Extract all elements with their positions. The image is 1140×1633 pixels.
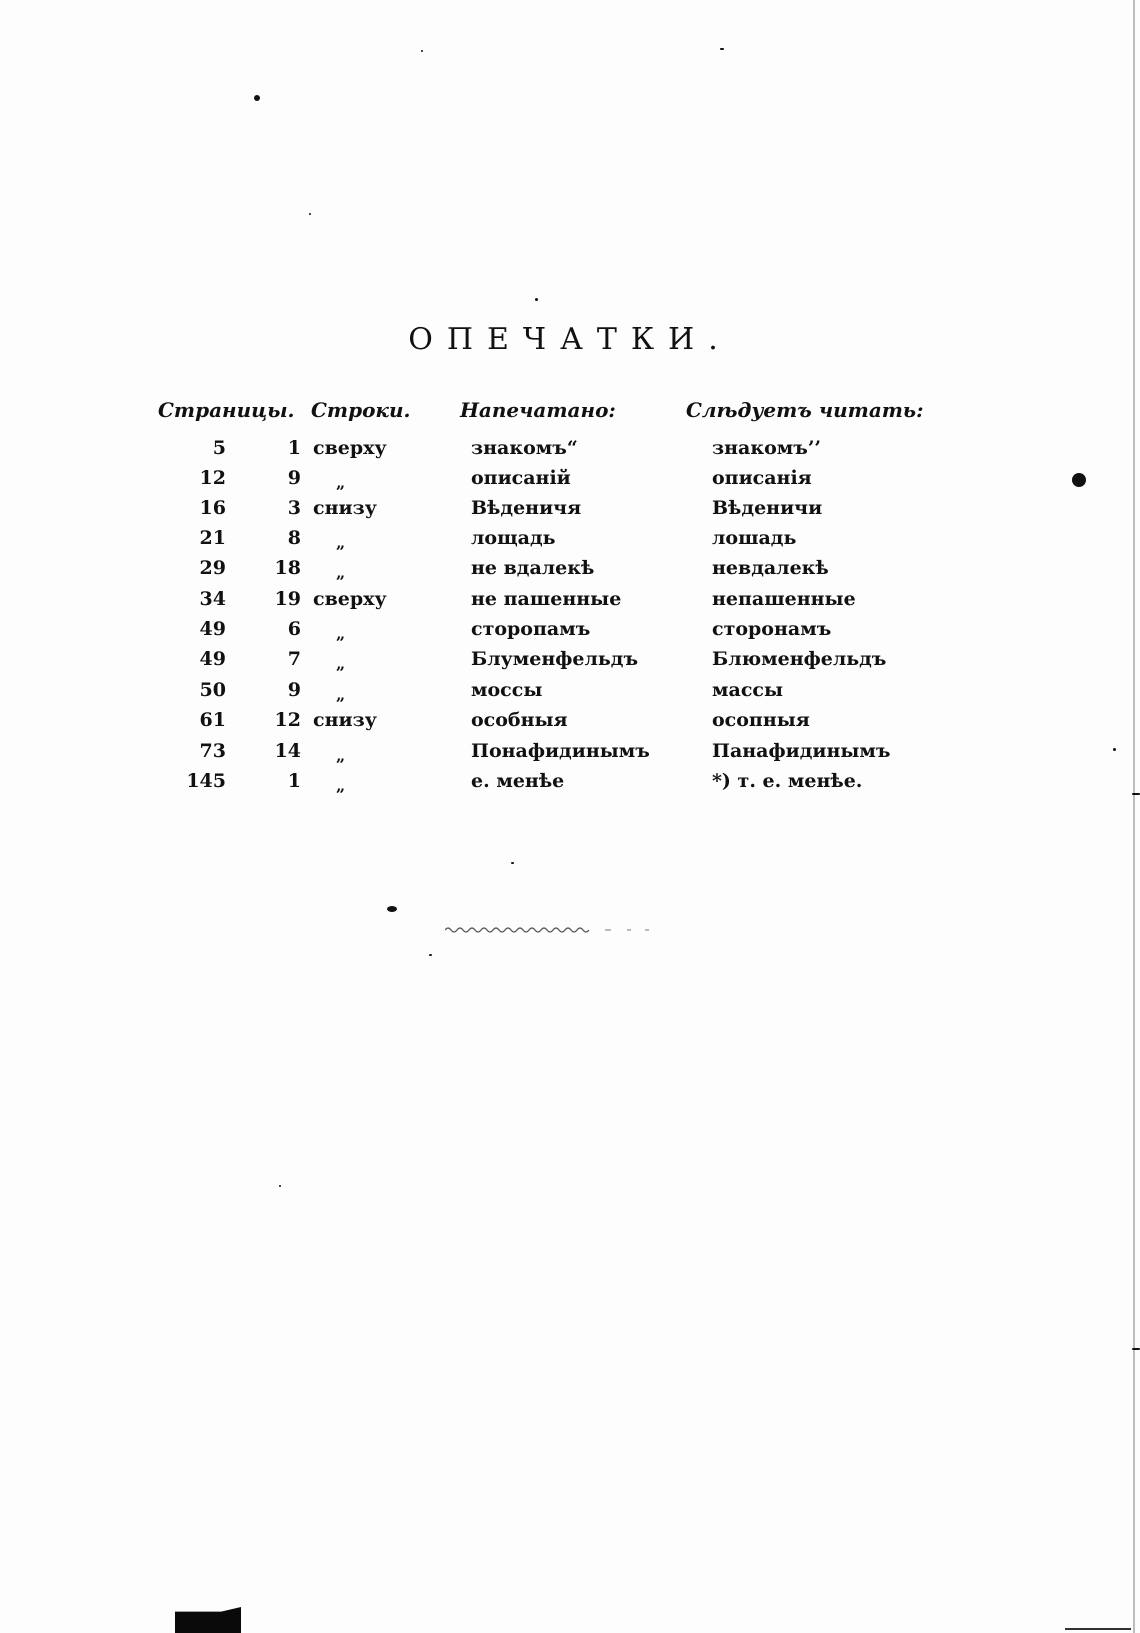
line-number: 14 — [274, 740, 301, 762]
errata-row — [0, 467, 1140, 497]
correct-text: описанія — [712, 467, 812, 489]
printed-text: лощадь — [471, 527, 556, 549]
page-number: 49 — [199, 618, 226, 640]
correct-text: знакомъ’’ — [712, 437, 822, 459]
line-direction: снизу — [313, 709, 377, 731]
scan-speck — [309, 213, 311, 215]
printed-text: Вѣденичя — [471, 497, 582, 519]
line-direction: сверху — [313, 437, 387, 459]
page-number: 61 — [199, 709, 226, 731]
header-correct: Слѣдуетъ читать: — [686, 398, 924, 422]
line-number: 12 — [274, 709, 301, 731]
line-direction: „ — [336, 685, 346, 704]
printed-text: сторопамъ — [471, 618, 591, 640]
line-direction: „ — [336, 533, 346, 552]
page-number: 16 — [199, 497, 226, 519]
scan-speck — [720, 48, 724, 50]
correct-text: сторонамъ — [712, 618, 832, 640]
line-number: 7 — [287, 648, 301, 670]
correct-text: массы — [712, 679, 783, 701]
page-title: ОПЕЧАТКИ. — [408, 322, 732, 357]
line-direction: „ — [336, 654, 346, 673]
printed-text: особныя — [471, 709, 568, 731]
scan-speck — [279, 1185, 281, 1187]
header-pages: Страницы. — [158, 398, 295, 422]
errata-row — [0, 709, 1140, 739]
line-number: 9 — [287, 467, 301, 489]
page-number: 5 — [212, 437, 226, 459]
scan-speck — [511, 862, 514, 864]
printed-text: моссы — [471, 679, 543, 701]
correct-text: Вѣденичи — [712, 497, 823, 519]
printed-text: Блуменфельдъ — [471, 648, 639, 670]
page-number: 29 — [199, 557, 226, 579]
errata-row — [0, 437, 1140, 467]
errata-row — [0, 740, 1140, 770]
correct-text: осопныя — [712, 709, 810, 731]
errata-row — [0, 527, 1140, 557]
errata-row — [0, 557, 1140, 587]
page-number: 21 — [199, 527, 226, 549]
errata-row — [0, 648, 1140, 678]
line-direction: „ — [336, 563, 346, 582]
scan-speck — [387, 906, 397, 912]
line-number: 8 — [287, 527, 301, 549]
scan-blot — [175, 1607, 241, 1633]
header-printed: Напечатано: — [460, 398, 616, 422]
errata-row — [0, 497, 1140, 527]
line-direction: „ — [336, 624, 346, 643]
printed-text: Понафидинымъ — [471, 740, 650, 762]
errata-row — [0, 618, 1140, 648]
line-direction: „ — [336, 473, 346, 492]
page-number: 49 — [199, 648, 226, 670]
line-direction: „ — [336, 746, 346, 765]
errata-row — [0, 770, 1140, 800]
scan-edge-line — [1133, 0, 1135, 1633]
line-number: 1 — [287, 770, 301, 792]
printed-text: описаній — [471, 467, 571, 489]
line-direction: сверху — [313, 588, 387, 610]
correct-text: невдалекѣ — [712, 557, 829, 579]
correct-text: *) т. е. менѣе. — [712, 770, 863, 792]
printed-text: знакомъ“ — [471, 437, 578, 459]
page-number: 50 — [199, 679, 226, 701]
line-number: 3 — [287, 497, 301, 519]
line-number: 18 — [274, 557, 301, 579]
line-number: 19 — [274, 588, 301, 610]
scan-edge-rule — [1065, 1628, 1131, 1630]
line-number: 9 — [287, 679, 301, 701]
page-number: 12 — [199, 467, 226, 489]
errata-row — [0, 588, 1140, 618]
printed-text: не вдалекѣ — [471, 557, 595, 579]
scan-speck — [429, 954, 432, 956]
line-direction: „ — [336, 776, 346, 795]
correct-text: Панафидинымъ — [712, 740, 891, 762]
page-number: 73 — [199, 740, 226, 762]
correct-text: непашенные — [712, 588, 856, 610]
scan-speck — [1132, 1348, 1140, 1350]
decorative-wavy-rule — [445, 925, 655, 935]
page-number: 34 — [199, 588, 226, 610]
line-direction: снизу — [313, 497, 377, 519]
header-lines: Строки. — [311, 398, 411, 422]
correct-text: Блюменфельдъ — [712, 648, 887, 670]
line-number: 1 — [287, 437, 301, 459]
correct-text: лошадь — [712, 527, 797, 549]
printed-text: не пашенные — [471, 588, 622, 610]
errata-row — [0, 679, 1140, 709]
line-number: 6 — [287, 618, 301, 640]
scan-speck — [535, 298, 538, 301]
page-number: 145 — [186, 770, 226, 792]
scan-speck — [254, 95, 260, 101]
printed-text: е. менѣе — [471, 770, 565, 792]
scan-speck — [421, 50, 423, 52]
